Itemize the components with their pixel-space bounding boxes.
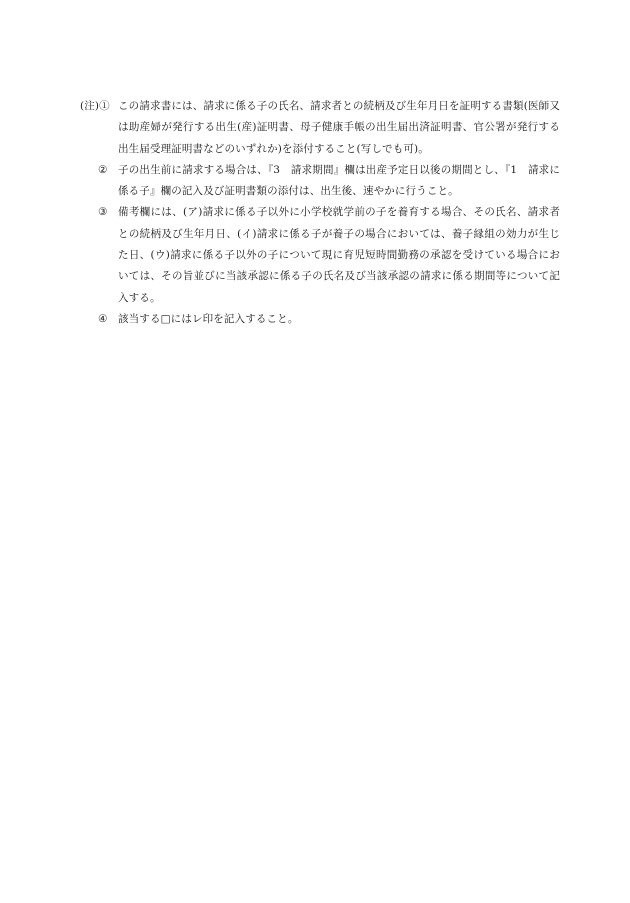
note-text-4: 該当する□にはレ印を記入すること。 xyxy=(118,312,299,325)
note-number-4: ④ xyxy=(98,312,108,325)
note-text-2: 子の出生前に請求する場合は、『3 請求期間』欄は出産予定日以後の期間とし、『1 請求に係る子』欄の記入及び証明書類の添付は、出生後、速やかに行うこと。 xyxy=(118,163,560,198)
note-marker-1 xyxy=(80,96,118,117)
note-item-2 xyxy=(80,160,560,203)
notes-section xyxy=(80,96,560,330)
note-number-2: ② xyxy=(98,163,108,176)
note-item-4 xyxy=(80,309,560,330)
note-text-1: この請求書には、請求に係る子の氏名、請求者との続柄及び生年月日を証明する書類(医師又は助産婦が発行する出生(産)証明書、母子健康手帳の出生届出済証明書、官公署が発行する出生届受理証明書などのいずれか)を添付すること(写しでも可)。 xyxy=(118,100,560,155)
note-number-1: ① xyxy=(99,100,110,112)
note-text-3: 備考欄には、(ア)請求に係る子以外に小学校就学前の子を養育する場合、その氏名、請求者との続柄及び生年月日、(イ)請求に係る子が養子の場合においては、養子縁組の効力が生じた日、(ウ)請求に係る子以外の子について現に育児短時間勤務の承認を受けている場合においては、その旨並びに当該承認に係る子の氏名及び当該承認の請求に係る期間等について記入する。 xyxy=(118,206,560,304)
note-item-1 xyxy=(80,96,560,160)
notes-prefix: (注) xyxy=(80,100,100,112)
note-item-3 xyxy=(80,202,560,308)
note-number-3: ③ xyxy=(98,206,108,219)
